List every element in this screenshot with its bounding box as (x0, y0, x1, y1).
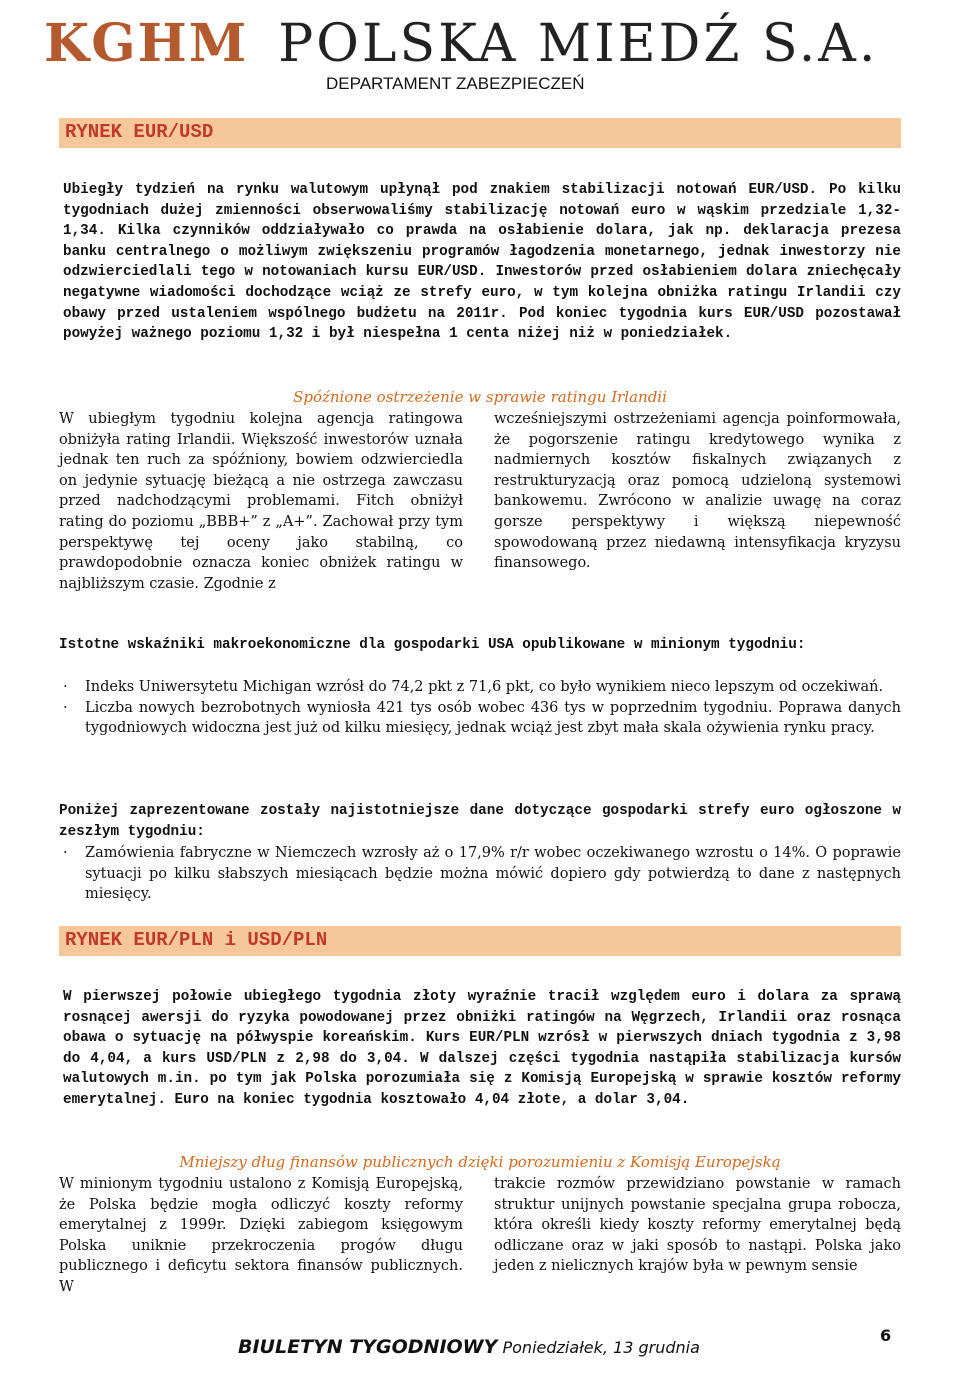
logo-kghm: KGHM (44, 13, 249, 74)
company-logo (44, 13, 879, 74)
euro-indicators-list (59, 843, 901, 905)
list-item: · Zamówienia fabryczne w Niemczech wzrosły aż o 17,9% r/r wobec oczekiwanego wzrostu o 14%. O poprawie sytuacji po kilku słabszych miesiącach będzie można mówić dopiero gdy potwierdzą to dane z następnych miesięcy. (63, 845, 901, 903)
ireland-rating-subheading: Spóźnione ostrzeżenie w sprawie ratingu Irlandii (293, 388, 667, 406)
section-title-eur-usd: RYNEK EUR/USD (65, 121, 214, 143)
list-item: · Indeks Uniwersytetu Michigan wzrósł do 74,2 pkt z 71,6 pkt, co było wynikiem nieco lepszym od oczekiwań. (63, 679, 884, 695)
department-name: DEPARTAMENT ZABEZPIECZEŃ (326, 74, 585, 93)
euro-indicators-heading: Poniżej zaprezentowane zostały najistotniejsze dane dotyczące gospodarki strefy euro ogłoszone w zeszłym tygodniu: (59, 803, 901, 840)
usa-indicators-list (59, 677, 901, 739)
footer (238, 1336, 700, 1358)
ireland-right-column: wcześniejszymi ostrzeżeniami agencja poinformowała, że pogorszenie ratingu kredytowego wynika z nadmiernych kosztów fiskalnych związanych z restrukturyzacją oraz pomocą udzieloną systemowi bankowemu. Zwrócono w analizie uwagę na coraz gorsze perspektywy i większą niepewność spowodowaną przez niedawną intensyfikacja kryzysu finansowego. (494, 411, 901, 572)
section-header-eur-pln (59, 926, 901, 956)
debt-subheading: Mniejszy dług finansów publicznych dzięki porozumieniu z Komisją Europejską (179, 1153, 781, 1171)
bulletin-title: BIULETYN TYGODNIOWY (238, 1336, 498, 1358)
logo-company-name: POLSKA MIEDŹ S.A. (278, 14, 879, 74)
section-title-eur-pln: RYNEK EUR/PLN i USD/PLN (65, 929, 328, 951)
eur-pln-lead-paragraph: W pierwszej połowie ubiegłego tygodnia złoty wyraźnie tracił względem euro i dolara za sprawą rosnącej awersji do ryzyka powodowanej przez obniżki ratingów na Węgrzech, Irlandii oraz rosnąca obawa o sytuację na półwyspie koreańskim. Kurs EUR/PLN wzrósł w pierwszych dniach tygodnia z 3,98 do 4,04, a kurs USD/PLN z 2,98 do 3,04. W dalszej części tygodnia nastąpiła stabilizacja kursów walutowych m.in. po tym jak Polska porozumiała się z Komisją Europejską w sprawie kosztów reformy emerytalnej. Euro na koniec tygodnia kosztowało 4,04 złote, a dolar 3,04. (63, 989, 901, 1108)
debt-left-column: W minionym tygodniu ustalono z Komisją Europejską, że Polska będzie mogła odliczyć koszty reformy emerytalnej z 1999r. Dzięki zabiegom księgowym Polska uniknie przekroczenia progów długu publicznego i deficytu sektora finansów publicznych. W (59, 1176, 463, 1295)
debt-right-column: trakcie rozmów przewidziano powstanie w ramach struktur unijnych powstanie specjalna grupa robocza, która określi kiedy koszty reformy emerytalnej będą odliczane oraz w jaki sposób to nastąpi. Polska jako jeden z nielicznych krajów była w pewnym sensie (494, 1176, 901, 1275)
eur-usd-lead-paragraph: Ubiegły tydzień na rynku walutowym upłynął pod znakiem stabilizacji notowań EUR/USD. Po kilku tygodniach dużej zmienności obserwowaliśmy stabilizację notowań euro w wąskim przedziale 1,32-1,34. Kilka czynników oddziaływało co prawda na osłabienie dolara, jak np. deklaracja prezesa banku centralnego o możliwym zwiększeniu programów łagodzenia monetarnego, jednak inwestorzy nie odzwierciedlali tego w notowaniach kursu EUR/USD. Inwestorów przed osłabieniem dolara zniechęcały negatywne wiadomości dochodzące wciąż ze strefy euro, w tym kolejna obniżka ratingu Irlandii czy obawy przed ustaleniem wspólnego budżetu na 2011r. Pod koniec tygodnia kurs EUR/USD pozostawał powyżej ważnego poziomu 1,32 i był niespełna 1 centa niżej niż w poniedziałek. (63, 182, 901, 343)
bulletin-date: Poniedziałek, 13 grudnia (502, 1338, 700, 1357)
ireland-left-column: W ubiegłym tygodniu kolejna agencja ratingowa obniżyła rating Irlandii. Większość inwestorów uznała jednak ten ruch za spóźniony, bowiem odzwierciedla on jedynie sytuację bieżącą a nie ostrzega zawczasu przed nadchodzącymi problemami. Fitch obniżył rating do poziomu „BBB+” z „A+”. Zachował przy tym perspektywę tej oceny jako stabilną, co prawdopodobnie oznacza koniec obniżek ratingu w najbliższym czasie. Zgodnie z (59, 411, 463, 592)
usa-indicators-heading: Istotne wskaźniki makroekonomiczne dla gospodarki USA opublikowane w minionym tygodniu: (59, 637, 806, 653)
list-item: · Liczba nowych bezrobotnych wyniosła 421 tys osób wobec 436 tys w poprzednim tygodniu. Poprawa danych tygodniowych widoczna jest już od kilku miesięcy, jednak wciąż jest zbyt mała skala ożywienia rynku pracy. (63, 699, 901, 737)
section-header-eur-usd (59, 118, 901, 148)
page-number: 6 (880, 1326, 892, 1345)
